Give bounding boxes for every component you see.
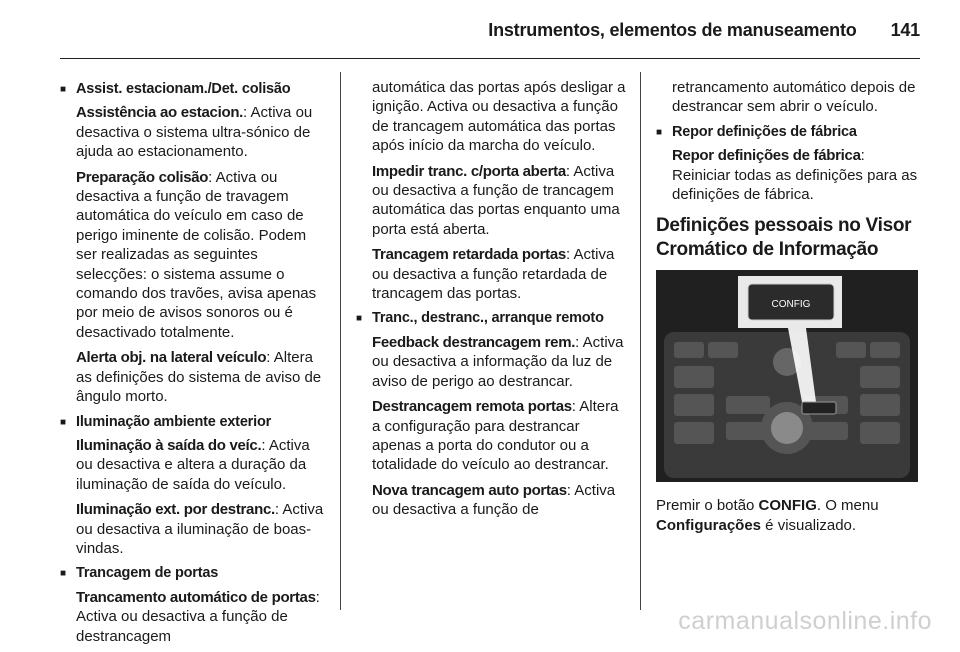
instruction-paragraph: [656, 496, 922, 535]
setting-term: Repor definições de fábrica: [672, 147, 861, 165]
setting-desc: : Activa ou desactiva a função de: [372, 481, 616, 519]
setting-term: Nova trancagem auto portas: [372, 481, 567, 499]
section-bullet: ■ Trancagem de portas: [60, 564, 328, 583]
column-divider-2: [640, 72, 641, 610]
setting-desc: : Activa ou desactiva a iluminação de boas-vindas.: [76, 501, 324, 557]
setting-term: Feedback destrancagem rem.: [372, 333, 576, 351]
continued-text: automática das portas após desligar a ignição. Activa ou desactiva a função de trancagem automática das portas após início da marcha do veículo.: [372, 79, 626, 155]
config-term: CONFIG: [758, 497, 817, 515]
instruction-text: Premir o botão: [656, 497, 759, 515]
section-bullet: ■ Iluminação ambiente exterior: [60, 413, 328, 432]
page-number: 141: [890, 20, 920, 40]
setting-item: [356, 333, 628, 391]
menu-term: Configurações: [656, 516, 762, 534]
config-button-label: CONFIG: [771, 299, 811, 311]
setting-item: [656, 146, 922, 204]
watermark: carmanualsonline.info: [678, 607, 932, 635]
setting-term: Assistência ao estacion.: [76, 104, 244, 122]
header-rule: [60, 58, 920, 59]
setting-item: [356, 481, 628, 520]
setting-term: Iluminação à saída do veíc.: [76, 436, 262, 454]
setting-item: [60, 103, 328, 161]
setting-desc: : Activa ou desactiva a função retardada de trancagem das portas.: [372, 246, 615, 303]
running-header: [488, 20, 920, 41]
continued-text: retrancamento automático depois de destrancar sem abrir o veículo.: [672, 79, 916, 116]
setting-term: Trancamento automático de portas: [76, 588, 316, 606]
setting-item: [356, 162, 628, 240]
column-divider-1: [340, 72, 341, 610]
section-bullet: ■ Repor definições de fábrica: [656, 123, 922, 142]
setting-term: Alerta obj. na lateral veículo: [76, 349, 267, 367]
setting-term: Destrancagem remota portas: [372, 398, 572, 416]
dashboard-illustration: [656, 270, 918, 482]
section-bullet: ■ Assist. estacionam./Det. colisão: [60, 80, 328, 99]
setting-desc: : Activa ou desactiva a função de travagem automática do veículo em caso de perigo iminente de colisão. Podem ser realizadas as seguintes selecções: o sistema assume o comando dos travões, avisa apenas por meio de avisos sonoros ou é desactivado totalmente.: [76, 168, 317, 341]
setting-desc: : Reiniciar todas as definições para as definições de fábrica.: [672, 147, 918, 204]
setting-item: [60, 588, 328, 646]
column-1: [60, 78, 328, 652]
setting-item: [60, 436, 328, 494]
control-panel-photo: [656, 270, 918, 482]
instruction-text: . O menu: [816, 497, 879, 515]
setting-desc: : Activa ou desactiva a informação da luz de aviso de perigo ao destrancar.: [372, 333, 624, 390]
setting-term: Preparação colisão: [76, 168, 209, 186]
setting-term: Impedir tranc. c/porta aberta: [372, 162, 566, 180]
setting-desc: : Activa ou desactiva e altera a duração da iluminação de saída do veículo.: [76, 436, 310, 493]
setting-desc: : Altera as definições do sistema de aviso de ângulo morto.: [76, 349, 322, 406]
header-title: Instrumentos, elementos de manuseamento: [488, 20, 857, 40]
setting-desc: : Activa ou desactiva o sistema ultra-sónico de ajuda ao estacionamento.: [76, 104, 313, 161]
setting-desc: : Altera a configuração para destrancar apenas a porta do condutor ou a totalidade do veículo ao destrancar.: [372, 398, 619, 474]
setting-item: [356, 245, 628, 303]
setting-desc: : Activa ou desactiva a função de destrancagem: [76, 588, 320, 645]
setting-desc: : Activa ou desactiva a função de trancagem automática das portas enquanto uma porta está aberta.: [372, 162, 620, 238]
setting-term: Iluminação ext. por destranc.: [76, 501, 275, 519]
setting-item: [60, 348, 328, 406]
instruction-text: é visualizado.: [761, 516, 857, 534]
setting-term: Trancagem retardada portas: [372, 246, 566, 264]
setting-item: [60, 500, 328, 558]
setting-item: [60, 168, 328, 343]
section-bullet: ■ Tranc., destranc., arranque remoto: [356, 309, 628, 328]
column-3: [656, 78, 922, 535]
section-heading: Definições pessoais no Visor Cromático de Informação: [656, 215, 912, 261]
column-2: [356, 78, 628, 526]
setting-item: [356, 397, 628, 475]
